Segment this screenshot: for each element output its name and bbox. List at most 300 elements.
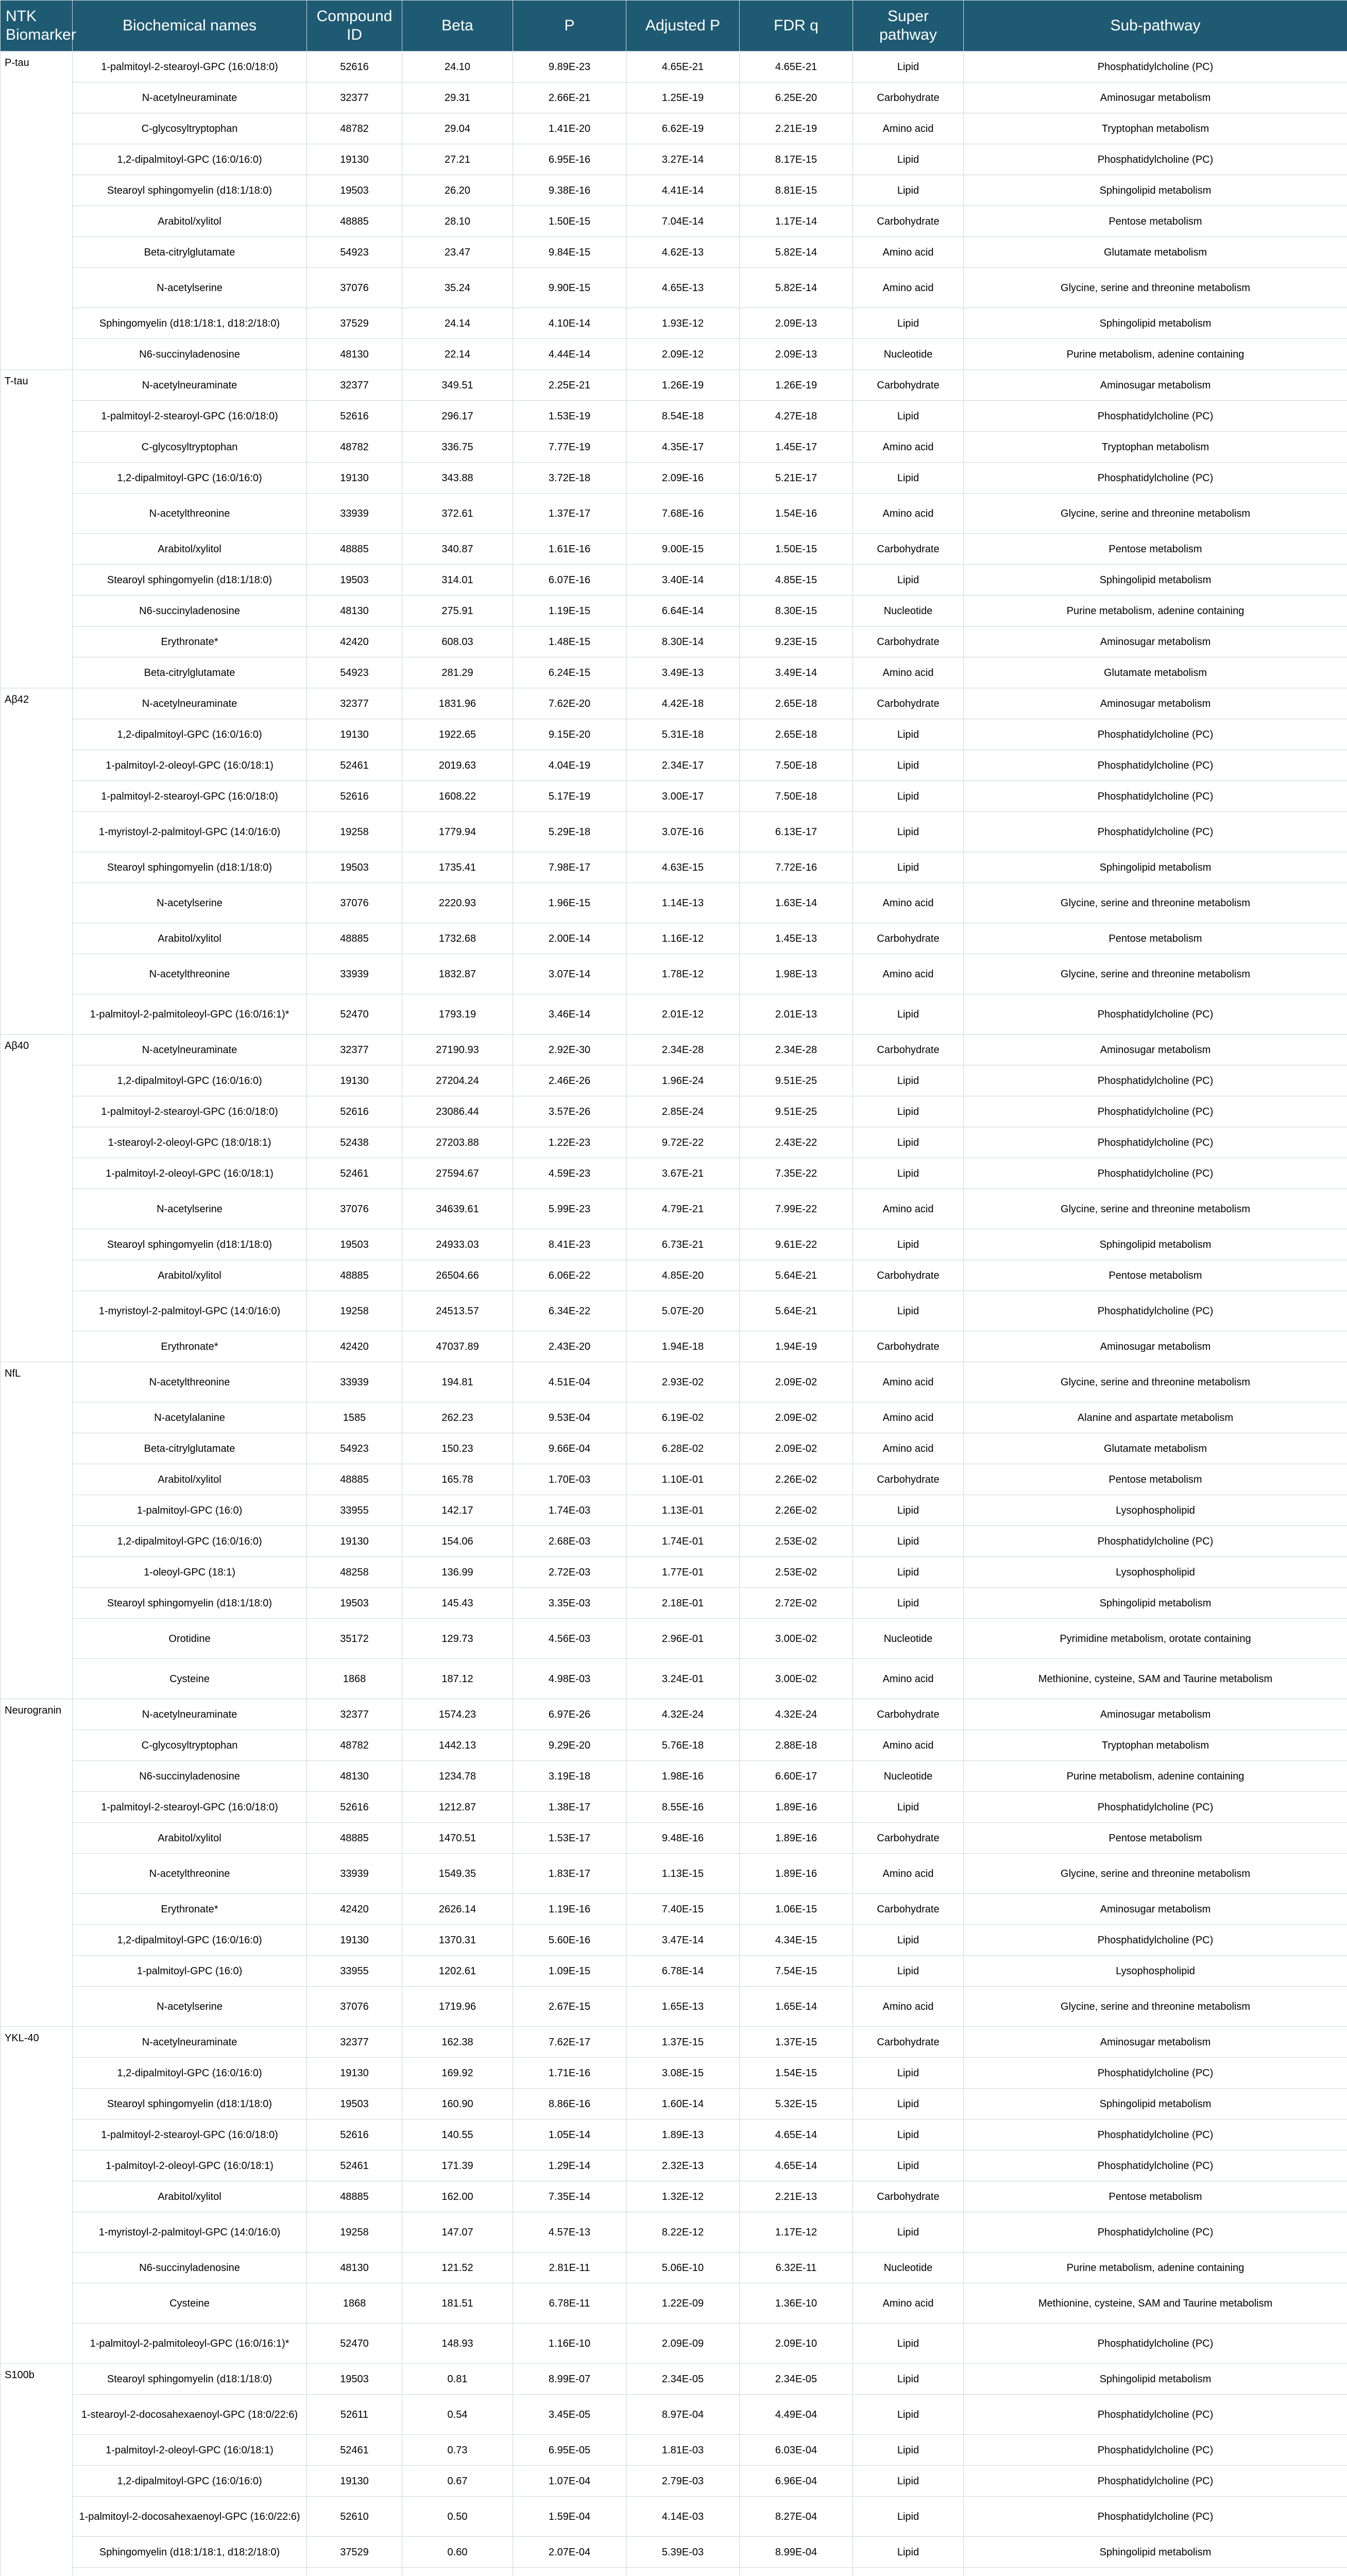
fdr-q-cell: 8.30E-15 — [740, 596, 853, 626]
fdr-q-cell: 9.51E-25 — [740, 1096, 853, 1127]
adjusted-p-cell: 9.72E-22 — [626, 1127, 740, 1158]
beta-cell: 1732.68 — [402, 923, 513, 954]
biochemical-name-cell: Cysteine — [73, 2283, 307, 2324]
compound-id-cell: 52470 — [307, 2324, 402, 2364]
fdr-q-cell: 1.17E-14 — [740, 206, 853, 237]
adjusted-p-cell: 3.07E-16 — [626, 812, 740, 852]
biochemical-name-cell: C-glycosyltryptophan — [73, 1730, 307, 1761]
fdr-q-cell: 6.03E-04 — [740, 2435, 853, 2466]
biochemical-name-cell: 1,2-dipalmitoyl-GPC (16:0/16:0) — [73, 1526, 307, 1557]
biochemical-name-cell: 1-palmitoyl-2-oleoyl-GPC (16:0/18:1) — [73, 750, 307, 781]
adjusted-p-cell: 1.13E-01 — [626, 1495, 740, 1526]
biochemical-name-cell: N-acetylneuraminate — [73, 688, 307, 719]
fdr-q-cell: 1.17E-12 — [740, 2212, 853, 2252]
table-row — [1, 52, 1347, 82]
beta-cell: 29.04 — [402, 113, 513, 144]
table-row — [1, 82, 1347, 113]
compound-id-cell: 52616 — [307, 52, 402, 82]
super-pathway-cell: Amino acid — [853, 883, 964, 923]
adjusted-p-cell: 1.89E-13 — [626, 2120, 740, 2150]
compound-id-cell: 33939 — [307, 494, 402, 534]
header-ntk-biomarker: NTK Biomarker — [1, 1, 73, 52]
biochemical-name-cell: Sphingomyelin (d18:1/18:1, d18:2/18:0) — [73, 2537, 307, 2568]
sub-pathway-cell: Phosphatidylcholine (PC) — [964, 1925, 1347, 1956]
header-super-pathway: Super pathway — [853, 1, 964, 52]
beta-cell: 336.75 — [402, 432, 513, 463]
p-value-cell: 7.62E-17 — [513, 2027, 626, 2058]
compound-id-cell: 19130 — [307, 2058, 402, 2089]
super-pathway-cell: Lipid — [853, 1526, 964, 1557]
table-row — [1, 1229, 1347, 1260]
fdr-q-cell: 2.34E-28 — [740, 1035, 853, 1065]
p-value-cell: 1.19E-16 — [513, 1894, 626, 1925]
biochemical-name-cell: N-acetylneuraminate — [73, 370, 307, 401]
super-pathway-cell: Lipid — [853, 2364, 964, 2395]
beta-cell: 343.88 — [402, 463, 513, 494]
super-pathway-cell — [853, 2568, 964, 2576]
p-value-cell: 3.35E-03 — [513, 1588, 626, 1619]
table-row — [1, 2212, 1347, 2252]
adjusted-p-cell: 5.31E-18 — [626, 719, 740, 750]
compound-id-cell: 37076 — [307, 1987, 402, 2027]
compound-id-cell: 48130 — [307, 596, 402, 626]
fdr-q-cell: 7.54E-15 — [740, 1956, 853, 1987]
beta-cell: 0.67 — [402, 2466, 513, 2497]
adjusted-p-cell: 1.32E-12 — [626, 2181, 740, 2212]
beta-cell: 187.12 — [402, 1659, 513, 1699]
super-pathway-cell: Lipid — [853, 2395, 964, 2435]
super-pathway-cell: Amino acid — [853, 1189, 964, 1229]
biochemical-name-cell: Arabitol/xylitol — [73, 1260, 307, 1291]
biochemical-name-cell: 1-stearoyl-2-oleoyl-GPC (18:0/18:1) — [73, 1127, 307, 1158]
table-row — [1, 401, 1347, 432]
adjusted-p-cell: 1.25E-19 — [626, 82, 740, 113]
fdr-q-cell: 1.37E-15 — [740, 2027, 853, 2058]
p-value-cell: 9.53E-04 — [513, 1402, 626, 1433]
fdr-q-cell: 8.99E-04 — [740, 2537, 853, 2568]
table-row — [1, 596, 1347, 626]
sub-pathway-cell: Methionine, cysteine, SAM and Taurine metabolism — [964, 1659, 1347, 1699]
biomarker-group-label: Aβ42 — [1, 688, 73, 1035]
biochemical-name-cell: N6-succinyladenosine — [73, 2252, 307, 2283]
table-row — [1, 1362, 1347, 1402]
sub-pathway-cell: Glycine, serine and threonine metabolism — [964, 1362, 1347, 1402]
header-fdr-q: FDR q — [740, 1, 853, 52]
beta-cell: 145.43 — [402, 1588, 513, 1619]
super-pathway-cell: Nucleotide — [853, 596, 964, 626]
p-value-cell: 1.74E-03 — [513, 1495, 626, 1526]
sub-pathway-cell: Pentose metabolism — [964, 923, 1347, 954]
super-pathway-cell: Lipid — [853, 1127, 964, 1158]
compound-id-cell: 19503 — [307, 175, 402, 206]
super-pathway-cell: Carbohydrate — [853, 2181, 964, 2212]
p-value-cell — [513, 2568, 626, 2576]
biochemical-name-cell: Stearoyl sphingomyelin (d18:1/18:0) — [73, 2364, 307, 2395]
table-row — [1, 1433, 1347, 1464]
adjusted-p-cell: 2.34E-28 — [626, 1035, 740, 1065]
p-value-cell: 1.09E-15 — [513, 1956, 626, 1987]
p-value-cell: 4.51E-04 — [513, 1362, 626, 1402]
beta-cell: 1442.13 — [402, 1730, 513, 1761]
super-pathway-cell: Amino acid — [853, 113, 964, 144]
biochemical-name-cell: 1-palmitoyl-2-oleoyl-GPC (16:0/18:1) — [73, 1158, 307, 1189]
p-value-cell: 9.38E-16 — [513, 175, 626, 206]
biochemical-name-cell: N-acetylneuraminate — [73, 1699, 307, 1730]
adjusted-p-cell: 3.27E-14 — [626, 144, 740, 175]
table-row — [1, 1854, 1347, 1894]
table-row — [1, 2497, 1347, 2537]
sub-pathway-cell: Pentose metabolism — [964, 1464, 1347, 1495]
fdr-q-cell: 5.64E-21 — [740, 1260, 853, 1291]
adjusted-p-cell: 1.26E-19 — [626, 370, 740, 401]
beta-cell: 24.10 — [402, 52, 513, 82]
p-value-cell: 6.78E-11 — [513, 2283, 626, 2324]
table-row — [1, 2568, 1347, 2576]
sub-pathway-cell: Phosphatidylcholine (PC) — [964, 2324, 1347, 2364]
fdr-q-cell: 4.65E-14 — [740, 2120, 853, 2150]
compound-id-cell: 52616 — [307, 1792, 402, 1823]
beta-cell: 0.54 — [402, 2395, 513, 2435]
sub-pathway-cell: Lysophospholipid — [964, 1495, 1347, 1526]
super-pathway-cell: Lipid — [853, 852, 964, 883]
compound-id-cell: 48885 — [307, 2181, 402, 2212]
table-row — [1, 2364, 1347, 2395]
adjusted-p-cell: 8.22E-12 — [626, 2212, 740, 2252]
sub-pathway-cell: Aminosugar metabolism — [964, 1894, 1347, 1925]
beta-cell: 1608.22 — [402, 781, 513, 812]
p-value-cell: 3.57E-26 — [513, 1096, 626, 1127]
sub-pathway-cell: Glutamate metabolism — [964, 1433, 1347, 1464]
beta-cell: 34639.61 — [402, 1189, 513, 1229]
super-pathway-cell: Amino acid — [853, 954, 964, 994]
header-sub-pathway: Sub-pathway — [964, 1, 1347, 52]
beta-cell: 147.07 — [402, 2212, 513, 2252]
fdr-q-cell: 4.65E-14 — [740, 2150, 853, 2181]
sub-pathway-cell: Pentose metabolism — [964, 534, 1347, 565]
sub-pathway-cell: Glycine, serine and threonine metabolism — [964, 1987, 1347, 2027]
compound-id-cell: 19130 — [307, 463, 402, 494]
sub-pathway-cell: Glutamate metabolism — [964, 657, 1347, 688]
compound-id-cell: 52461 — [307, 2435, 402, 2466]
fdr-q-cell: 2.65E-18 — [740, 688, 853, 719]
biochemical-name-cell: 1,2-dipalmitoyl-GPC (16:0/16:0) — [73, 463, 307, 494]
p-value-cell: 9.89E-23 — [513, 52, 626, 82]
biochemical-name-cell: Stearoyl sphingomyelin (d18:1/18:0) — [73, 2089, 307, 2120]
beta-cell: 27594.67 — [402, 1158, 513, 1189]
sub-pathway-cell: Phosphatidylcholine (PC) — [964, 401, 1347, 432]
super-pathway-cell: Lipid — [853, 750, 964, 781]
sub-pathway-cell: Phosphatidylcholine (PC) — [964, 463, 1347, 494]
beta-cell: 23086.44 — [402, 1096, 513, 1127]
biochemical-name-cell: 1-myristoyl-2-palmitoyl-GPC (14:0/16:0) — [73, 1291, 307, 1331]
fdr-q-cell: 4.85E-15 — [740, 565, 853, 596]
table-row — [1, 812, 1347, 852]
fdr-q-cell: 2.53E-02 — [740, 1557, 853, 1588]
table-row — [1, 1260, 1347, 1291]
sub-pathway-cell: Phosphatidylcholine (PC) — [964, 1065, 1347, 1096]
sub-pathway-cell: Sphingolipid metabolism — [964, 2089, 1347, 2120]
super-pathway-cell: Lipid — [853, 1495, 964, 1526]
sub-pathway-cell: Glutamate metabolism — [964, 237, 1347, 268]
biochemical-name-cell: Arabitol/xylitol — [73, 534, 307, 565]
beta-cell: 262.23 — [402, 1402, 513, 1433]
fdr-q-cell: 2.65E-18 — [740, 719, 853, 750]
biochemical-name-cell: Beta-citrylglutamate — [73, 237, 307, 268]
table-row — [1, 1065, 1347, 1096]
beta-cell: 24513.57 — [402, 1291, 513, 1331]
p-value-cell: 2.07E-04 — [513, 2537, 626, 2568]
p-value-cell: 1.41E-20 — [513, 113, 626, 144]
beta-cell: 0.50 — [402, 2497, 513, 2537]
adjusted-p-cell: 1.96E-24 — [626, 1065, 740, 1096]
super-pathway-cell: Amino acid — [853, 1659, 964, 1699]
adjusted-p-cell: 6.78E-14 — [626, 1956, 740, 1987]
compound-id-cell: 54923 — [307, 657, 402, 688]
beta-cell: 26.20 — [402, 175, 513, 206]
sub-pathway-cell: Pentose metabolism — [964, 2181, 1347, 2212]
biochemical-name-cell: Cysteine — [73, 1659, 307, 1699]
adjusted-p-cell: 3.49E-13 — [626, 657, 740, 688]
table-row — [1, 113, 1347, 144]
table-row — [1, 1619, 1347, 1659]
adjusted-p-cell: 4.63E-15 — [626, 852, 740, 883]
biochemical-name-cell: Stearoyl sphingomyelin (d18:1/18:0) — [73, 852, 307, 883]
sub-pathway-cell: Aminosugar metabolism — [964, 370, 1347, 401]
fdr-q-cell: 2.09E-02 — [740, 1433, 853, 1464]
compound-id-cell: 52461 — [307, 1158, 402, 1189]
fdr-q-cell: 1.54E-16 — [740, 494, 853, 534]
fdr-q-cell: 2.26E-02 — [740, 1464, 853, 1495]
biochemical-name-cell: Beta-citrylglutamate — [73, 1433, 307, 1464]
sub-pathway-cell: Lysophospholipid — [964, 1956, 1347, 1987]
fdr-q-cell: 1.89E-16 — [740, 1792, 853, 1823]
super-pathway-cell: Lipid — [853, 2324, 964, 2364]
p-value-cell: 1.16E-10 — [513, 2324, 626, 2364]
biochemical-name-cell: Erythronate* — [73, 1894, 307, 1925]
p-value-cell: 7.98E-17 — [513, 852, 626, 883]
adjusted-p-cell: 6.28E-02 — [626, 1433, 740, 1464]
biochemical-name-cell: 1,2-dipalmitoyl-GPC (16:0/16:0) — [73, 2466, 307, 2497]
fdr-q-cell: 2.26E-02 — [740, 1495, 853, 1526]
super-pathway-cell: Lipid — [853, 1956, 964, 1987]
biochemical-name-cell: 1,2-dipalmitoyl-GPC (16:0/16:0) — [73, 1925, 307, 1956]
header-adjusted-p: Adjusted P — [626, 1, 740, 52]
super-pathway-cell: Nucleotide — [853, 1619, 964, 1659]
compound-id-cell: 33939 — [307, 1362, 402, 1402]
compound-id-cell: 32377 — [307, 1699, 402, 1730]
sub-pathway-cell: Alanine and aspartate metabolism — [964, 1402, 1347, 1433]
compound-id-cell: 52616 — [307, 401, 402, 432]
super-pathway-cell: Lipid — [853, 2120, 964, 2150]
biochemical-name-cell: Arabitol/xylitol — [73, 2181, 307, 2212]
adjusted-p-cell: 2.96E-01 — [626, 1619, 740, 1659]
sub-pathway-cell: Phosphatidylcholine (PC) — [964, 1291, 1347, 1331]
sub-pathway-cell: Tryptophan metabolism — [964, 432, 1347, 463]
sub-pathway-cell: Phosphatidylcholine (PC) — [964, 1158, 1347, 1189]
fdr-q-cell: 6.25E-20 — [740, 82, 853, 113]
biomarker-group-label: Aβ40 — [1, 1035, 73, 1362]
biochemical-name-cell: 1-myristoyl-2-palmitoyl-GPC (14:0/16:0) — [73, 812, 307, 852]
super-pathway-cell: Lipid — [853, 1925, 964, 1956]
p-value-cell: 4.59E-23 — [513, 1158, 626, 1189]
compound-id-cell: 48130 — [307, 339, 402, 370]
fdr-q-cell — [740, 2568, 853, 2576]
adjusted-p-cell: 1.93E-12 — [626, 308, 740, 339]
fdr-q-cell: 1.26E-19 — [740, 370, 853, 401]
biochemical-name-cell: Arabitol/xylitol — [73, 1823, 307, 1854]
fdr-q-cell: 6.13E-17 — [740, 812, 853, 852]
super-pathway-cell: Lipid — [853, 144, 964, 175]
biochemical-name-cell: N-acetylthreonine — [73, 1362, 307, 1402]
beta-cell: 1470.51 — [402, 1823, 513, 1854]
beta-cell: 165.78 — [402, 1464, 513, 1495]
table-row — [1, 534, 1347, 565]
p-value-cell: 1.22E-23 — [513, 1127, 626, 1158]
beta-cell — [402, 2568, 513, 2576]
p-value-cell: 1.96E-15 — [513, 883, 626, 923]
table-row — [1, 2027, 1347, 2058]
compound-id-cell: 52616 — [307, 2120, 402, 2150]
compound-id-cell: 32377 — [307, 688, 402, 719]
compound-id-cell: 19503 — [307, 1588, 402, 1619]
fdr-q-cell: 1.36E-10 — [740, 2283, 853, 2324]
beta-cell: 0.81 — [402, 2364, 513, 2395]
table-row — [1, 750, 1347, 781]
biochemical-name-cell: C-glycosyltryptophan — [73, 432, 307, 463]
sub-pathway-cell: Purine metabolism, adenine containing — [964, 1761, 1347, 1792]
table-row — [1, 2435, 1347, 2466]
super-pathway-cell: Lipid — [853, 1792, 964, 1823]
beta-cell: 121.52 — [402, 2252, 513, 2283]
p-value-cell: 2.92E-30 — [513, 1035, 626, 1065]
adjusted-p-cell: 1.22E-09 — [626, 2283, 740, 2324]
biomarker-group-label: Neurogranin — [1, 1699, 73, 2027]
table-row — [1, 2058, 1347, 2089]
compound-id-cell: 1868 — [307, 2283, 402, 2324]
sub-pathway-cell: Methionine, cysteine, SAM and Taurine metabolism — [964, 2283, 1347, 2324]
compound-id-cell: 48885 — [307, 1823, 402, 1854]
adjusted-p-cell: 6.19E-02 — [626, 1402, 740, 1433]
compound-id-cell: 19503 — [307, 2364, 402, 2395]
p-value-cell: 3.46E-14 — [513, 994, 626, 1035]
biochemical-name-cell: 1-oleoyl-GPC (18:1) — [73, 1557, 307, 1588]
beta-cell: 28.10 — [402, 206, 513, 237]
table-row — [1, 1894, 1347, 1925]
adjusted-p-cell: 8.30E-14 — [626, 626, 740, 657]
table-row — [1, 175, 1347, 206]
p-value-cell: 2.72E-03 — [513, 1557, 626, 1588]
super-pathway-cell: Amino acid — [853, 657, 964, 688]
table-row — [1, 1035, 1347, 1065]
beta-cell: 154.06 — [402, 1526, 513, 1557]
sub-pathway-cell: Phosphatidylcholine (PC) — [964, 750, 1347, 781]
biochemical-name-cell: 1-palmitoyl-2-stearoyl-GPC (16:0/18:0) — [73, 52, 307, 82]
beta-cell: 1549.35 — [402, 1854, 513, 1894]
adjusted-p-cell: 1.10E-01 — [626, 1464, 740, 1495]
beta-cell: 1831.96 — [402, 688, 513, 719]
biochemical-name-cell: N-acetylalanine — [73, 1402, 307, 1433]
sub-pathway-cell: Aminosugar metabolism — [964, 1699, 1347, 1730]
sub-pathway-cell: Phosphatidylcholine (PC) — [964, 144, 1347, 175]
biochemical-name-cell: 1-palmitoyl-2-stearoyl-GPC (16:0/18:0) — [73, 781, 307, 812]
super-pathway-cell: Amino acid — [853, 432, 964, 463]
table-row — [1, 1659, 1347, 1699]
adjusted-p-cell: 7.40E-15 — [626, 1894, 740, 1925]
super-pathway-cell: Lipid — [853, 2212, 964, 2252]
super-pathway-cell: Carbohydrate — [853, 82, 964, 113]
compound-id-cell: 33939 — [307, 1854, 402, 1894]
fdr-q-cell: 2.43E-22 — [740, 1127, 853, 1158]
table-row — [1, 1823, 1347, 1854]
adjusted-p-cell: 1.98E-16 — [626, 1761, 740, 1792]
p-value-cell: 4.57E-13 — [513, 2212, 626, 2252]
sub-pathway-cell: Sphingolipid metabolism — [964, 1588, 1347, 1619]
adjusted-p-cell: 3.08E-15 — [626, 2058, 740, 2089]
table-row — [1, 2466, 1347, 2497]
biochemical-name-cell: N-acetylserine — [73, 268, 307, 308]
fdr-q-cell: 1.98E-13 — [740, 954, 853, 994]
fdr-q-cell: 2.21E-13 — [740, 2181, 853, 2212]
adjusted-p-cell: 7.04E-14 — [626, 206, 740, 237]
compound-id-cell: 32377 — [307, 1035, 402, 1065]
compound-id-cell: 52438 — [307, 1127, 402, 1158]
beta-cell: 296.17 — [402, 401, 513, 432]
table-row — [1, 626, 1347, 657]
compound-id-cell: 19130 — [307, 719, 402, 750]
super-pathway-cell: Lipid — [853, 2089, 964, 2120]
compound-id-cell: 48258 — [307, 1557, 402, 1588]
beta-cell: 2626.14 — [402, 1894, 513, 1925]
p-value-cell: 5.29E-18 — [513, 812, 626, 852]
fdr-q-cell: 3.00E-02 — [740, 1619, 853, 1659]
sub-pathway-cell: Phosphatidylcholine (PC) — [964, 812, 1347, 852]
fdr-q-cell: 9.23E-15 — [740, 626, 853, 657]
super-pathway-cell: Amino acid — [853, 1402, 964, 1433]
fdr-q-cell: 6.96E-04 — [740, 2466, 853, 2497]
biochemical-name-cell: 1-palmitoyl-2-oleoyl-GPC (16:0/18:1) — [73, 2150, 307, 2181]
super-pathway-cell: Lipid — [853, 52, 964, 82]
p-value-cell: 6.34E-22 — [513, 1291, 626, 1331]
compound-id-cell: 37076 — [307, 883, 402, 923]
sub-pathway-cell: Aminosugar metabolism — [964, 688, 1347, 719]
compound-id-cell: 54923 — [307, 237, 402, 268]
adjusted-p-cell: 3.00E-17 — [626, 781, 740, 812]
p-value-cell: 9.90E-15 — [513, 268, 626, 308]
adjusted-p-cell: 1.13E-15 — [626, 1854, 740, 1894]
table-row — [1, 308, 1347, 339]
sub-pathway-cell: Phosphatidylcholine (PC) — [964, 2466, 1347, 2497]
adjusted-p-cell: 5.07E-20 — [626, 1291, 740, 1331]
beta-cell: 275.91 — [402, 596, 513, 626]
header-biochemical-names: Biochemical names — [73, 1, 307, 52]
compound-id-cell — [307, 2568, 402, 2576]
compound-id-cell: 42420 — [307, 626, 402, 657]
biochemical-name-cell: N-acetylserine — [73, 883, 307, 923]
compound-id-cell: 52616 — [307, 781, 402, 812]
biochemical-name-cell: N-acetylserine — [73, 1987, 307, 2027]
super-pathway-cell: Amino acid — [853, 1433, 964, 1464]
sub-pathway-cell: Sphingolipid metabolism — [964, 1229, 1347, 1260]
compound-id-cell: 37076 — [307, 1189, 402, 1229]
adjusted-p-cell: 2.01E-12 — [626, 994, 740, 1035]
p-value-cell: 9.66E-04 — [513, 1433, 626, 1464]
p-value-cell: 4.44E-14 — [513, 339, 626, 370]
super-pathway-cell: Carbohydrate — [853, 206, 964, 237]
table-row — [1, 1526, 1347, 1557]
super-pathway-cell: Lipid — [853, 2150, 964, 2181]
beta-cell: 169.92 — [402, 2058, 513, 2089]
sub-pathway-cell: Glycine, serine and threonine metabolism — [964, 954, 1347, 994]
